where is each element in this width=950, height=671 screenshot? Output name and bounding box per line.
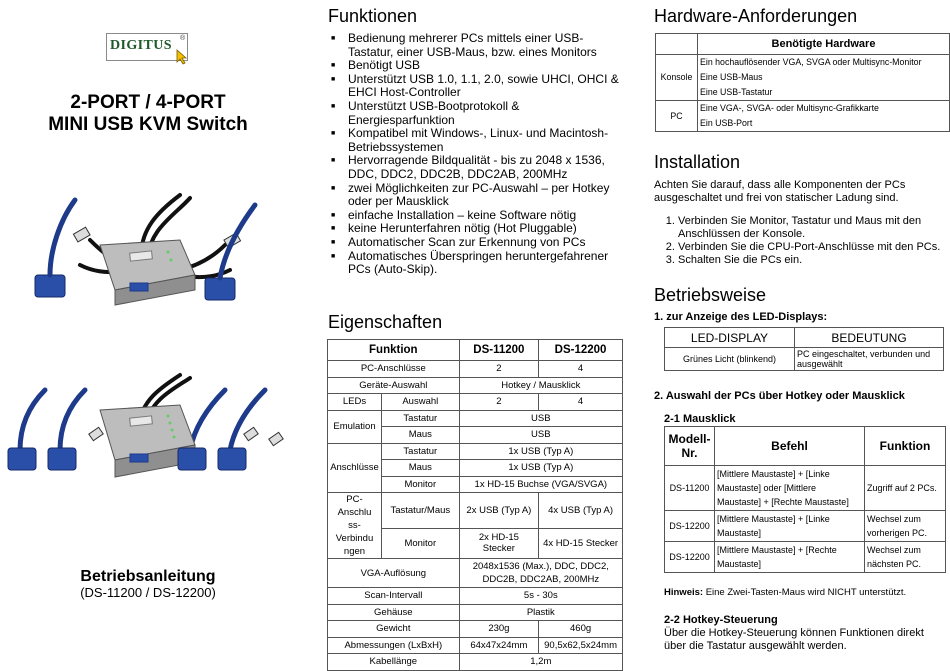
cell: 1x HD-15 Buchse (VGA/SVGA) (459, 476, 622, 493)
col-header-hardware: Benötigte Hardware (698, 34, 950, 55)
list-item: Ein hochauflösender VGA, SVGA oder Multisync-Monitor (700, 57, 922, 67)
cell: 4x HD-15 Stecker (539, 528, 623, 558)
list-item: Eine USB-Tastatur (700, 87, 773, 97)
row-sublabel: Tastatur (381, 443, 459, 460)
mausklick-table (664, 426, 946, 573)
cell: 1,2m (459, 654, 622, 671)
hinweis (664, 586, 906, 599)
row-label: Kabellänge (328, 654, 460, 671)
cell: 64x47x24mm (459, 637, 539, 654)
cell: DS-12200 (665, 542, 715, 573)
table-row (328, 493, 623, 529)
table-row (328, 604, 623, 621)
cell: 4x USB (Typ A) (539, 493, 623, 529)
col-header-led: LED-DISPLAY (665, 328, 795, 348)
table-header-row (665, 328, 944, 348)
list-item: ■ Kompatibel mit Windows-, Linux- und Macintosh-Betriebssystemen (328, 127, 628, 154)
table-row (328, 559, 623, 588)
cursor-icon (176, 49, 190, 65)
list-item: Ein USB-Port (700, 118, 753, 128)
eigenschaften-heading: Eigenschaften (328, 312, 443, 332)
table-row (656, 55, 950, 101)
cell: [Mittlere Maustaste] + [Linke Maustaste] oder [Mittlere Maustaste] + [Rechte Maustaste] (715, 466, 865, 511)
row-label: Scan-Intervall (328, 588, 460, 605)
cell: Wechsel zum nächsten PC. (865, 542, 946, 573)
manual-models: (DS-11200 / DS-12200) (80, 585, 216, 600)
digitus-logo (106, 33, 188, 65)
list-item: ■ zwei Möglichkeiten zur PC-Auswahl – per Hotkey oder per Mausklick (328, 182, 628, 209)
list-item: ■ Automatisches Überspringen heruntergefahrener PCs (Auto-Skip). (328, 250, 628, 277)
cell: USB (459, 410, 622, 427)
col-header-modell: Modell-Nr. (665, 427, 715, 466)
row-label: VGA-Auflösung (328, 559, 460, 588)
cell: 2x USB (Typ A) (459, 493, 539, 529)
list-item: ■ einfache Installation – keine Software nötig (328, 209, 628, 223)
hotkey-text: Über die Hotkey-Steuerung können Funktionen direkt über die Tastatur ausgewählt werden. (664, 627, 924, 652)
cell: 2x HD-15 Stecker (459, 528, 539, 558)
cell: 5s - 30s (459, 588, 622, 605)
funktionen-heading: Funktionen (328, 6, 418, 26)
cell: 2 (459, 361, 539, 378)
cell: DS-12200 (665, 511, 715, 542)
cell: 2048x1536 (Max.), DDC, DDC2, DDC2B, DDC2AB, 200MHz (459, 559, 622, 588)
row-label: Anschlüsse (328, 443, 382, 493)
led-subheading: 1. zur Anzeige des LED-Displays: (654, 311, 828, 323)
cell: USB (459, 427, 622, 444)
eigenschaften-table (327, 339, 623, 671)
cell (698, 101, 950, 132)
row-label: PC-Anschlu ss-Verbindu ngen (328, 493, 382, 559)
led-table (664, 327, 944, 371)
kvm-2port-photo (30, 190, 270, 320)
betriebsweise-heading: Betriebsweise (654, 285, 767, 305)
mausklick-subheading: 2-1 Mausklick (664, 413, 736, 425)
list-item: Eine VGA-, SVGA- oder Multisync-Grafikkarte (700, 103, 879, 113)
row-sublabel: Monitor (381, 528, 459, 558)
cell: [Mittlere Maustaste] + [Linke Maustaste] (715, 511, 865, 542)
hinweis-text: Eine Zwei-Tasten-Maus wird NICHT unterstützt. (703, 587, 907, 598)
col-header-funktion: Funktion (328, 340, 460, 361)
list-item: ■ Unterstützt USB 1.0, 1.1, 2.0, sowie UHCI, OHCI & EHCI Host-Controller (328, 73, 628, 100)
list-item: ■ Hervorragende Bildqualität - bis zu 2048 x 1536, DDC, DDC2, DDC2B, DDC2AB, 200MHz (328, 154, 628, 181)
cell: PC eingeschaltet, verbunden und ausgewählt (795, 348, 944, 371)
cell: Zugriff auf 2 PCs. (865, 466, 946, 511)
list-item: 3. Schalten Sie die PCs ein. (678, 254, 950, 267)
col-header-bedeutung: BEDEUTUNG (795, 328, 944, 348)
manual-title: Betriebsanleitung (80, 568, 216, 585)
cell: 1x USB (Typ A) (459, 443, 622, 460)
row-sublabel: Tastatur (381, 410, 459, 427)
list-item: Eine USB-Maus (700, 72, 763, 82)
product-title-line2: MINI USB KVM Switch (48, 114, 248, 135)
logo-registered-mark: ® (180, 35, 186, 42)
kvm-4port-photo (0, 370, 300, 490)
table-header-row (665, 427, 946, 466)
table-row (328, 588, 623, 605)
table-row (665, 511, 946, 542)
col-header-befehl: Befehl (715, 427, 865, 466)
list-item: ■ Automatischer Scan zur Erkennung von PCs (328, 236, 628, 250)
logo-text: DIGITUS (110, 38, 172, 53)
cell: Wechsel zum vorherigen PC. (865, 511, 946, 542)
list-item: 1. Verbinden Sie Monitor, Tastatur und Maus mit den Anschlüssen der Konsole. (678, 215, 950, 241)
installation-intro: Achten Sie darauf, dass alle Komponenten der PCs ausgeschaltet und frei von statischer Ladung sind. (654, 179, 906, 204)
list-item: 2. Verbinden Sie die CPU-Port-Anschlüsse mit den PCs. (678, 241, 950, 254)
cell: 1x USB (Typ A) (459, 460, 622, 477)
cell (698, 55, 950, 101)
list-item: ■ keine Herunterfahren nötig (Hot Pluggable) (328, 222, 628, 236)
cell: 4 (539, 361, 623, 378)
cell: 230g (459, 621, 539, 638)
row-sublabel: Tastatur/Maus (381, 493, 459, 529)
hinweis-label: Hinweis: (664, 587, 704, 598)
row-sublabel: Auswahl (381, 394, 459, 411)
list-item: ■ Bedienung mehrerer PCs mittels einer USB-Tastatur, einer USB-Maus, bzw. eines Monitors (328, 32, 628, 59)
row-label: Gewicht (328, 621, 460, 638)
table-row (328, 654, 623, 671)
cell: Grünes Licht (blinkend) (665, 348, 795, 371)
cell: 2 (459, 394, 539, 411)
table-row (665, 348, 944, 371)
table-row (328, 410, 623, 427)
hardware-heading: Hardware-Anforderungen (654, 6, 858, 26)
row-sublabel: Maus (381, 460, 459, 477)
cell: 90,5x62,5x24mm (539, 637, 623, 654)
cell: [Mittlere Maustaste] + [Rechte Maustaste] (715, 542, 865, 573)
table-row (665, 466, 946, 511)
row-label: Gehäuse (328, 604, 460, 621)
row-sublabel: Maus (381, 427, 459, 444)
col-header-model2: DS-12200 (539, 340, 623, 361)
hotkey-subheading: 2-2 Hotkey-Steuerung (664, 614, 778, 626)
installation-heading: Installation (654, 152, 741, 172)
table-row (656, 101, 950, 132)
table-header-row (328, 340, 623, 361)
table-row (328, 637, 623, 654)
cover-column (0, 0, 300, 654)
row-label: Geräte-Auswahl (328, 377, 460, 394)
row-label: Emulation (328, 410, 382, 443)
row-label-konsole: Konsole (656, 55, 698, 101)
row-label: PC-Anschlüsse (328, 361, 460, 378)
empty-header-cell (656, 34, 698, 55)
table-row (328, 394, 623, 411)
col-header-model1: DS-11200 (459, 340, 539, 361)
col-header-funktion: Funktion (865, 427, 946, 466)
installation-steps (658, 215, 950, 267)
table-row (328, 377, 623, 394)
funktionen-list (328, 32, 628, 277)
row-label-pc: PC (656, 101, 698, 132)
table-row (665, 542, 946, 573)
cell: 460g (539, 621, 623, 638)
table-header-row (656, 34, 950, 55)
row-label: Abmessungen (LxBxH) (328, 637, 460, 654)
row-label: LEDs (328, 394, 382, 411)
cell: DS-11200 (665, 466, 715, 511)
list-item: ■ Benötigt USB (328, 59, 628, 73)
row-sublabel: Monitor (381, 476, 459, 493)
cell: Plastik (459, 604, 622, 621)
auswahl-subheading: 2. Auswahl der PCs über Hotkey oder Mausklick (654, 390, 905, 402)
product-title-line1: 2-PORT / 4-PORT (70, 92, 226, 113)
cell: 4 (539, 394, 623, 411)
list-item: ■ Unterstützt USB-Bootprotokoll & Energiesparfunktion (328, 100, 628, 127)
hardware-table (655, 33, 950, 132)
table-row (328, 621, 623, 638)
table-row (328, 443, 623, 460)
table-row (328, 361, 623, 378)
cell: Hotkey / Mausklick (459, 377, 622, 394)
